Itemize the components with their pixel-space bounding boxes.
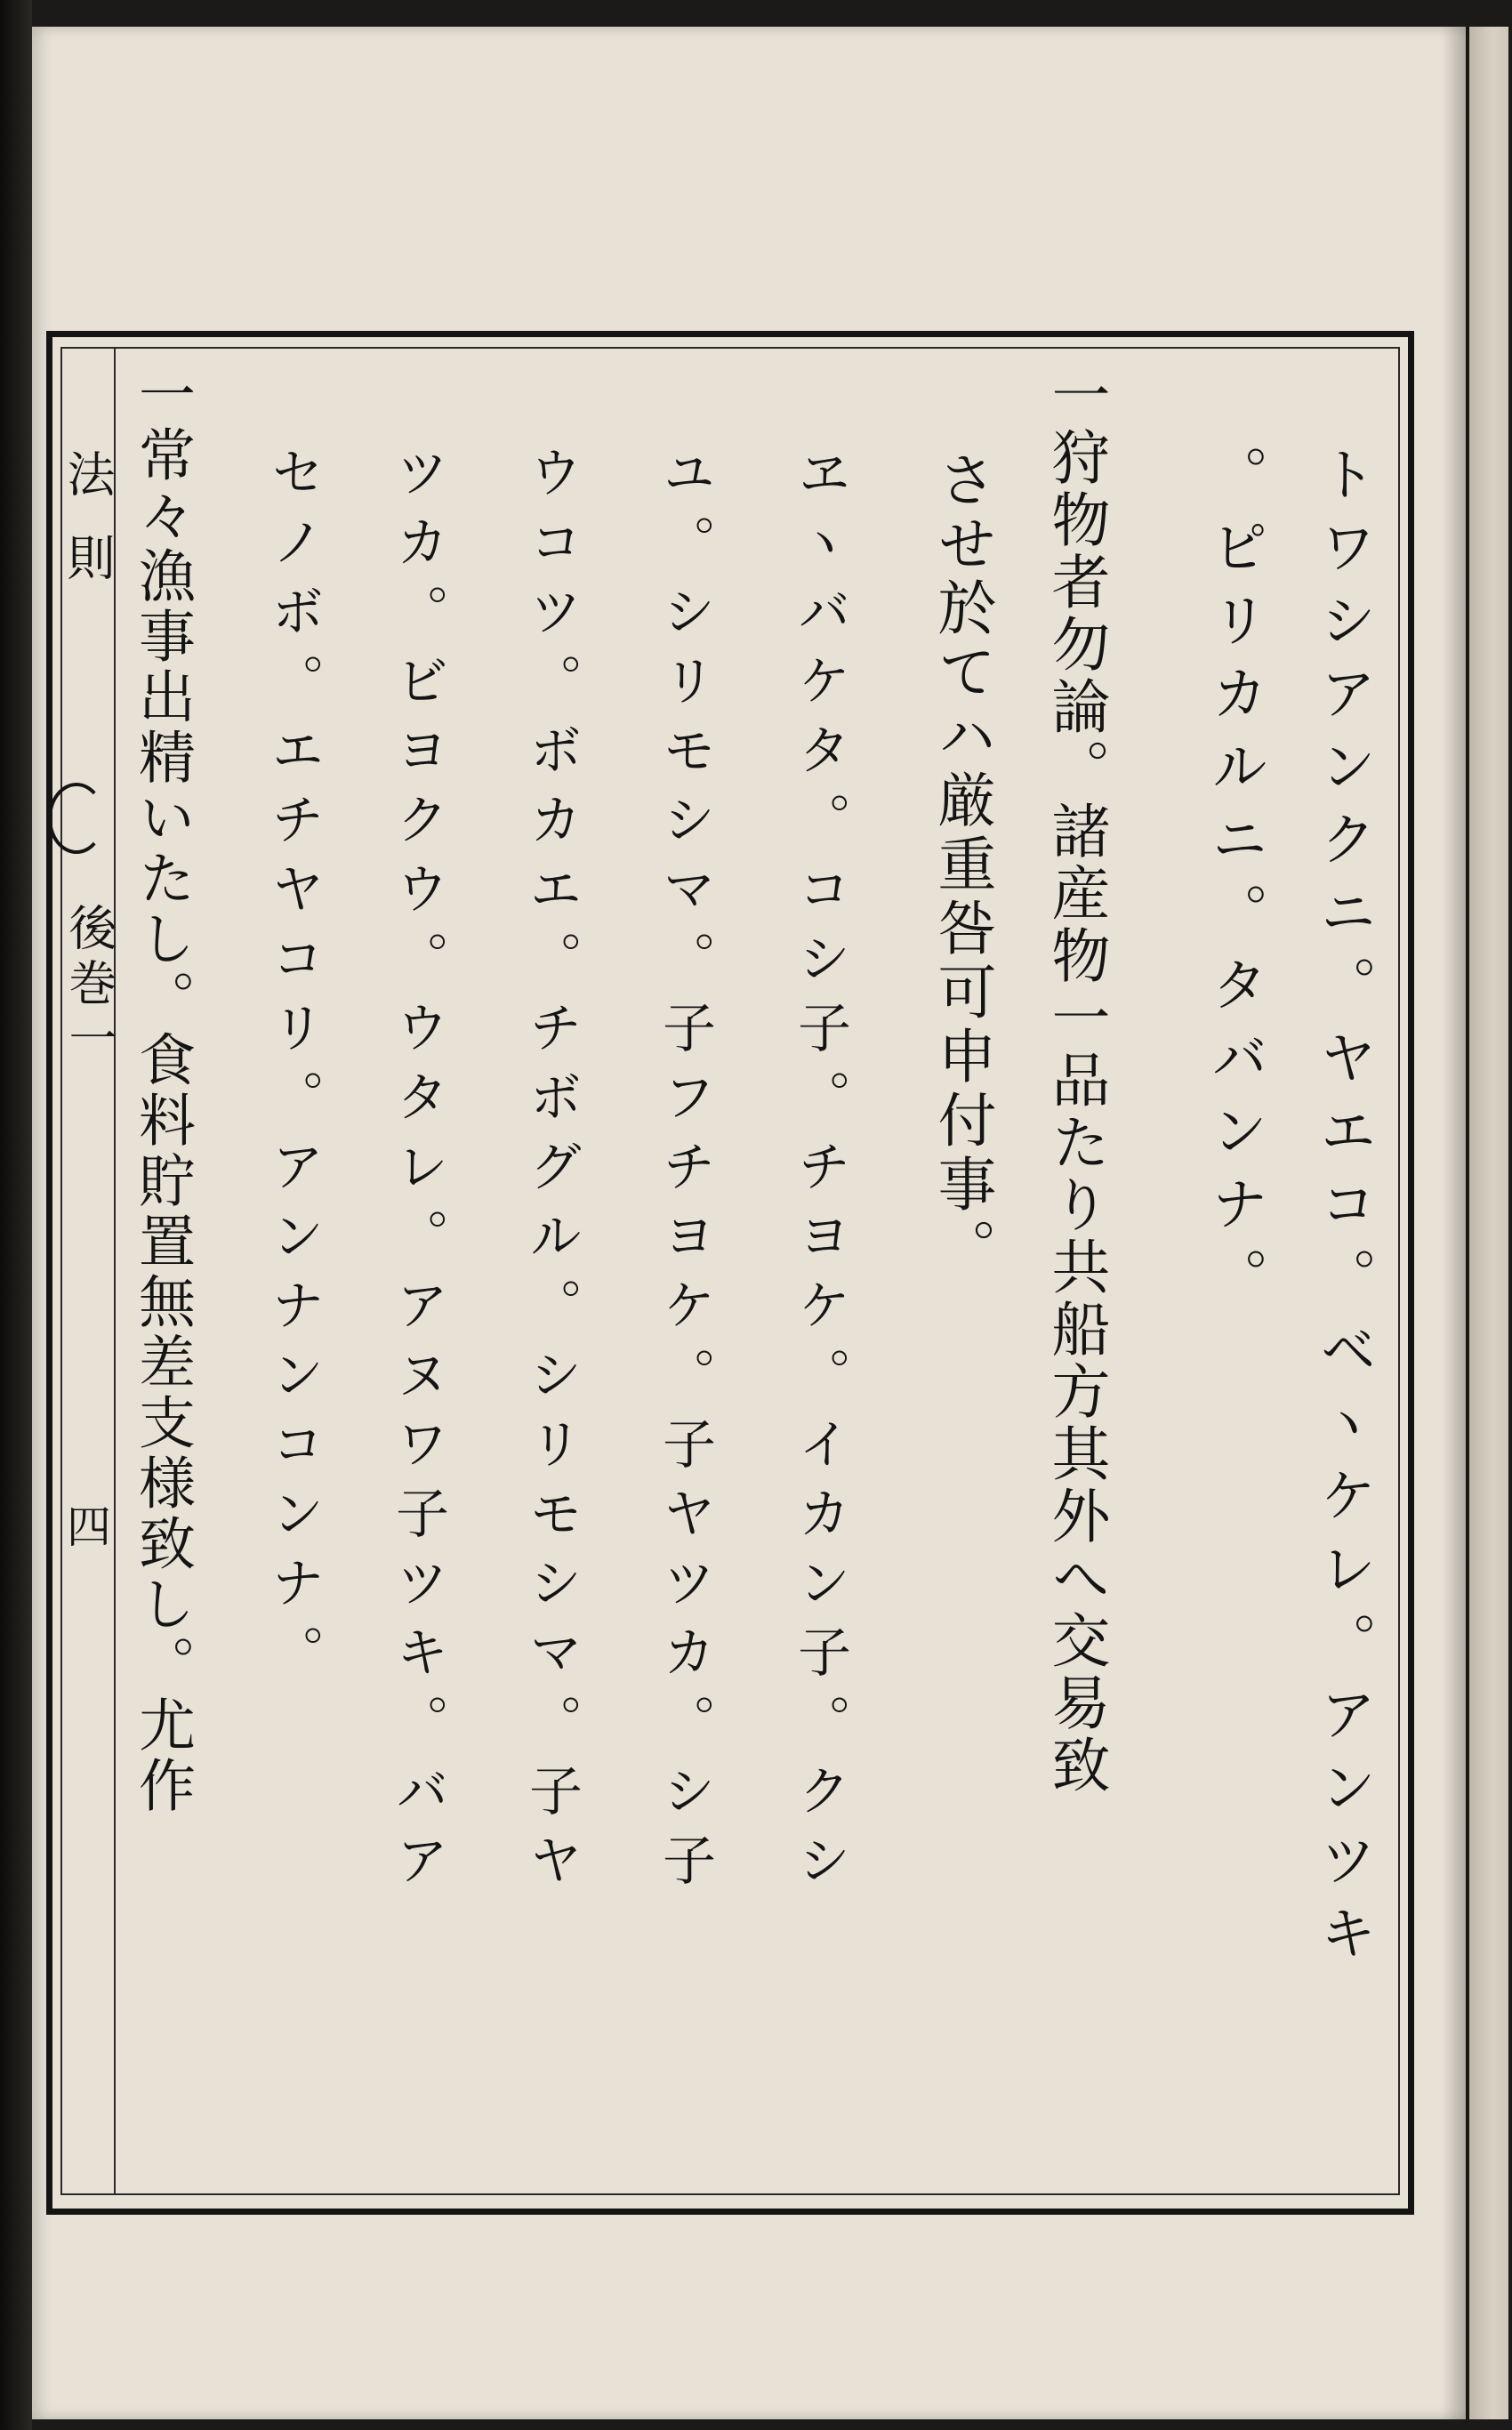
text-frame-inner (60, 347, 1400, 2195)
text-column-8: ツカ。ビヨクウ。ウタレ。アヌワ子ツキ。バア (387, 445, 449, 1902)
text-column-5: ヱヽバケタ。コシ子。チヨケ。イカン子。クシ (789, 445, 851, 1902)
text-column-10: 一常々漁事出精いたし。食料貯置無差支様致し。尤作 (129, 365, 195, 1816)
margin-rule (114, 347, 116, 2195)
cover-edge (0, 0, 32, 2430)
margin-title: 法則 (60, 449, 116, 616)
text-column-3: 一狩物者勿論。諸産物一品たり共船方其外へ交易致 (1042, 365, 1110, 1797)
page-shadow (1441, 27, 1473, 2419)
text-column-9: セノボ。エチヤコリ。アンナンコンナ。 (262, 445, 325, 1694)
fish-tail-mark (48, 783, 105, 854)
text-column-2: 。ピリカルニ。タバンナ。 (1202, 445, 1267, 1320)
margin-volume: 後巻一 (61, 903, 117, 1068)
text-column-7: ウコツ。ボカエ。チボグル。シリモシマ。子ヤ (520, 445, 583, 1902)
next-page-edge (1469, 27, 1508, 2419)
text-column-4: させ於てハ厳重咎可申付事。 (928, 449, 996, 1282)
text-column-1: トワシアンクニ。ヤエコ。ベヽケレ。アンツキ (1310, 445, 1376, 1976)
text-column-6: ユ。シリモシマ。子フチヨケ。子ヤツカ。シ子 (654, 445, 716, 1902)
page-number: 四 (60, 1503, 111, 1548)
